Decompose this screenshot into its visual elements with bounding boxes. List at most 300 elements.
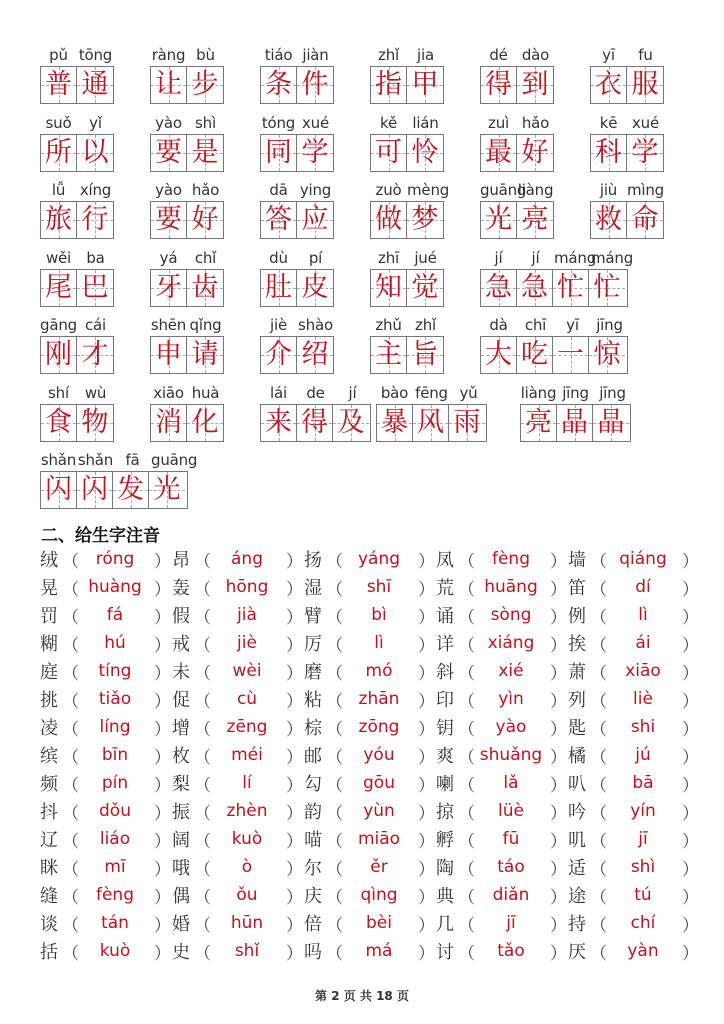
annotation-item <box>40 910 172 936</box>
annotation-item <box>172 546 304 572</box>
close-bracket: ） <box>550 943 567 964</box>
character-cell <box>151 337 187 373</box>
pinyin-label: shǎn <box>77 451 114 469</box>
hanzi-character: 吟 <box>568 802 586 823</box>
vocabulary-word <box>40 247 114 307</box>
pinyin-answer: shi <box>630 717 656 737</box>
close-bracket: ） <box>418 607 435 628</box>
annotation-item <box>436 546 568 572</box>
character-cell <box>187 67 223 103</box>
annotation-item <box>172 770 304 796</box>
open-bracket: （ <box>326 691 343 712</box>
pinyin-row <box>150 247 224 269</box>
pinyin-answer: jià <box>237 605 257 625</box>
hanzi-character: 忙 <box>593 271 621 303</box>
pinyin-label: xiāo <box>153 383 184 402</box>
hanzi-character: 救 <box>595 204 622 235</box>
annotation-item <box>568 798 700 824</box>
hanzi-character: 梦 <box>411 204 439 235</box>
pinyin-row <box>150 314 224 336</box>
annotation-item <box>304 826 436 852</box>
hanzi-character: 韵 <box>304 802 322 823</box>
vocabulary-word <box>480 247 634 307</box>
hanzi-character: 要 <box>155 136 182 168</box>
close-bracket: ） <box>286 551 303 572</box>
close-bracket: ） <box>154 747 171 768</box>
hanzi-character: 光 <box>485 204 512 235</box>
open-bracket: （ <box>194 663 211 684</box>
character-cell <box>151 270 187 306</box>
annotation-item <box>436 938 568 964</box>
close-bracket: ） <box>286 747 303 768</box>
annotation-item <box>304 854 436 880</box>
hanzi-character: 假 <box>172 606 190 627</box>
open-bracket: （ <box>62 607 79 628</box>
annotation-item <box>304 770 436 796</box>
pinyin-answer: chí <box>630 913 656 933</box>
pinyin-row <box>260 247 334 269</box>
close-bracket: ） <box>550 775 567 796</box>
vocabulary-word <box>370 247 444 307</box>
pinyin-label: jí <box>348 383 357 402</box>
hanzi-character: 忙 <box>557 271 584 303</box>
tianzige-grid <box>40 201 114 239</box>
character-cell <box>407 337 443 373</box>
character-cell <box>41 202 77 238</box>
tianzige-grid <box>40 471 188 509</box>
pinyin-label: zuì <box>488 113 509 132</box>
hanzi-character: 钥 <box>436 718 454 739</box>
annotation-row <box>40 741 700 769</box>
hanzi-character: 最 <box>485 136 512 168</box>
open-bracket: （ <box>194 831 211 852</box>
hanzi-character: 吃 <box>521 339 548 370</box>
hanzi-character: 缝 <box>40 886 58 907</box>
hanzi-character: 厉 <box>304 634 322 655</box>
close-bracket: ） <box>418 915 435 936</box>
open-bracket: （ <box>62 579 79 600</box>
annotation-item <box>40 854 172 880</box>
hanzi-character: 湿 <box>304 578 322 599</box>
hanzi-character: 步 <box>191 69 219 100</box>
pinyin-answer: liáo <box>99 829 131 849</box>
annotation-item <box>40 770 172 796</box>
pinyin-answer: huāng <box>484 577 538 597</box>
hanzi-character: 荒 <box>436 578 454 599</box>
character-cell <box>77 472 113 508</box>
pinyin-answer: shǐ <box>234 941 260 961</box>
character-cell <box>41 472 77 508</box>
hanzi-character: 行 <box>81 204 109 235</box>
pinyin-row <box>376 382 487 404</box>
open-bracket: （ <box>194 943 211 964</box>
tianzige-grid <box>480 134 554 172</box>
annotation-item <box>40 686 172 712</box>
pinyin-label: zhī <box>378 248 399 267</box>
pinyin-row <box>370 44 444 66</box>
pinyin-answer: bèi <box>366 913 392 933</box>
pinyin-label: lǚ <box>51 181 66 199</box>
hanzi-character: 通 <box>81 69 109 100</box>
vocabulary-word <box>40 314 114 374</box>
character-cell <box>297 337 333 373</box>
close-bracket: ） <box>550 663 567 684</box>
character-cell <box>517 337 553 373</box>
close-bracket: ） <box>682 579 699 600</box>
close-bracket: ） <box>154 915 171 936</box>
hanzi-character: 暴 <box>381 406 408 438</box>
pinyin-answer: kuò <box>99 941 131 961</box>
tianzige-grid <box>370 66 444 104</box>
character-cell <box>481 67 517 103</box>
pinyin-label: guāng <box>480 181 527 199</box>
pinyin-answer: shì <box>630 857 656 877</box>
hanzi-character: 墙 <box>568 550 586 571</box>
character-cell <box>113 472 149 508</box>
open-bracket: （ <box>62 691 79 712</box>
vocabulary-row <box>40 44 700 112</box>
hanzi-character: 发 <box>117 474 144 505</box>
open-bracket: （ <box>458 747 475 768</box>
character-cell <box>41 67 77 103</box>
character-cell <box>41 337 77 373</box>
open-bracket: （ <box>326 579 343 600</box>
character-cell <box>371 67 407 103</box>
hanzi-character: 觉 <box>411 271 439 303</box>
vocabulary-word <box>40 382 114 442</box>
annotation-item <box>172 910 304 936</box>
hanzi-character: 请 <box>191 339 219 370</box>
annotation-item <box>40 630 172 656</box>
open-bracket: （ <box>326 551 343 572</box>
tianzige-grid <box>480 336 628 374</box>
pinyin-row <box>370 179 450 201</box>
vocabulary-word <box>370 314 444 374</box>
pinyin-answer: lüè <box>498 801 524 821</box>
annotation-item <box>568 714 700 740</box>
hanzi-character: 得 <box>485 69 512 100</box>
annotation-row <box>40 545 700 573</box>
vocabulary-word <box>40 449 198 509</box>
pinyin-answer: hú <box>104 633 126 653</box>
pinyin-answer: liè <box>633 689 653 709</box>
hanzi-character: 庆 <box>304 886 322 907</box>
vocabulary-row <box>40 112 700 180</box>
annotation-item <box>172 938 304 964</box>
close-bracket: ） <box>286 607 303 628</box>
pinyin-row <box>480 247 634 269</box>
pinyin-label: máng <box>591 248 634 267</box>
open-bracket: （ <box>194 747 211 768</box>
pinyin-row <box>590 44 664 66</box>
close-bracket: ） <box>154 859 171 880</box>
character-cell <box>481 337 517 373</box>
character-cell <box>553 270 589 306</box>
open-bracket: （ <box>62 663 79 684</box>
pinyin-label: chǐ <box>194 248 217 267</box>
close-bracket: ） <box>682 719 699 740</box>
hanzi-character: 肚 <box>265 271 292 303</box>
pinyin-answer: yóu <box>363 745 395 765</box>
pinyin-label: jīng <box>599 383 626 402</box>
pinyin-answer: fá <box>106 605 124 625</box>
open-bracket: （ <box>458 551 475 572</box>
pinyin-label: zhǐ <box>378 46 399 64</box>
annotation-row <box>40 937 700 965</box>
pinyin-answer: zhān <box>358 689 400 709</box>
annotation-item <box>436 882 568 908</box>
character-cell <box>151 405 187 441</box>
pinyin-label: dà <box>489 316 508 334</box>
pinyin-label: jí <box>494 248 503 267</box>
annotation-row <box>40 769 700 797</box>
annotation-item <box>436 770 568 796</box>
open-bracket: （ <box>590 663 607 684</box>
close-bracket: ） <box>418 663 435 684</box>
open-bracket: （ <box>458 663 475 684</box>
pinyin-label: fā <box>125 451 140 469</box>
pinyin-answer: tán <box>101 913 129 933</box>
pinyin-label: zhǔ <box>375 316 402 334</box>
character-cell <box>261 405 297 441</box>
pinyin-label: de <box>306 383 325 402</box>
pinyin-label: jīng <box>562 383 589 402</box>
open-bracket: （ <box>590 887 607 908</box>
pinyin-answer: róng <box>95 549 135 569</box>
close-bracket: ） <box>286 691 303 712</box>
tianzige-grid <box>520 404 631 442</box>
open-bracket: （ <box>590 859 607 880</box>
hanzi-character: 糊 <box>40 634 58 655</box>
pinyin-row <box>480 314 628 336</box>
hanzi-character: 急 <box>521 271 548 303</box>
open-bracket: （ <box>590 607 607 628</box>
close-bracket: ） <box>550 579 567 600</box>
pinyin-answer: hūn <box>230 913 264 933</box>
character-cell <box>371 202 407 238</box>
tianzige-grid <box>370 336 444 374</box>
character-cell <box>261 270 297 306</box>
pinyin-label: pí <box>308 248 323 267</box>
pinyin-label: yào <box>155 181 182 199</box>
pinyin-label: kě <box>380 113 397 132</box>
annotation-item <box>436 658 568 684</box>
pinyin-label: kē <box>599 113 618 132</box>
hanzi-character: 陶 <box>436 858 454 879</box>
tianzige-grid <box>260 269 334 307</box>
open-bracket: （ <box>194 859 211 880</box>
open-bracket: （ <box>326 943 343 964</box>
pinyin-answer: bì <box>371 605 387 625</box>
tianzige-grid <box>40 404 114 442</box>
pinyin-label: yǐ <box>89 113 102 132</box>
hanzi-character: 粘 <box>304 690 322 711</box>
vocabulary-word <box>40 44 114 104</box>
pinyin-label: shǎn <box>40 451 77 469</box>
pinyin-answer: yìn <box>498 689 524 709</box>
pinyin-answer: zhèn <box>226 801 268 821</box>
annotation-item <box>568 910 700 936</box>
annotation-item <box>172 742 304 768</box>
open-bracket: （ <box>194 719 211 740</box>
character-cell <box>261 202 297 238</box>
annotation-item <box>304 574 436 600</box>
open-bracket: （ <box>62 887 79 908</box>
close-bracket: ） <box>418 831 435 852</box>
character-cell <box>591 67 627 103</box>
tianzige-grid <box>260 336 334 374</box>
open-bracket: （ <box>590 775 607 796</box>
pinyin-row <box>480 44 554 66</box>
pinyin-answer: tiǎo <box>98 689 132 709</box>
pinyin-answer: pín <box>101 773 129 793</box>
pinyin-answer: cù <box>236 689 258 709</box>
hanzi-character: 要 <box>155 204 182 235</box>
pinyin-answer: táo <box>497 857 525 877</box>
annotation-row <box>40 657 700 685</box>
hanzi-character: 持 <box>568 914 586 935</box>
character-cell <box>589 337 625 373</box>
pinyin-label: jiè <box>270 316 287 334</box>
annotation-row <box>40 629 700 657</box>
annotation-item <box>304 630 436 656</box>
annotation-item <box>568 826 700 852</box>
pinyin-row <box>260 314 334 336</box>
open-bracket: （ <box>62 635 79 656</box>
tianzige-grid <box>150 269 224 307</box>
close-bracket: ） <box>154 663 171 684</box>
character-cell <box>371 135 407 171</box>
vocabulary-word <box>260 314 334 374</box>
pinyin-row <box>520 382 631 404</box>
vocabulary-row <box>40 314 700 382</box>
hanzi-character: 命 <box>631 204 659 235</box>
character-cell <box>41 405 77 441</box>
hanzi-character: 庭 <box>40 662 58 683</box>
annotation-row <box>40 685 700 713</box>
annotation-item <box>568 882 700 908</box>
tianzige-grid <box>40 269 114 307</box>
pinyin-label: shēn <box>150 316 187 334</box>
vocabulary-word <box>590 112 664 172</box>
pinyin-answer: qiáng <box>619 549 667 569</box>
vocabulary-word <box>260 382 371 442</box>
hanzi-character: 笛 <box>568 578 586 599</box>
hanzi-character: 勾 <box>304 774 322 795</box>
close-bracket: ） <box>154 887 171 908</box>
annotation-item <box>172 882 304 908</box>
pinyin-row <box>40 314 114 336</box>
annotation-item <box>172 714 304 740</box>
pinyin-label: lái <box>270 383 287 402</box>
tianzige-grid <box>370 134 444 172</box>
character-cell <box>333 405 369 441</box>
hanzi-character: 诵 <box>436 606 454 627</box>
hanzi-character: 大 <box>485 339 512 370</box>
hanzi-character: 知 <box>375 271 402 303</box>
pinyin-label: gāng <box>40 316 77 334</box>
close-bracket: ） <box>550 859 567 880</box>
annotation-item <box>568 854 700 880</box>
pinyin-answer: yào <box>495 717 527 737</box>
pinyin-label: wěi <box>45 248 72 267</box>
character-cell <box>297 405 333 441</box>
annotation-item <box>40 882 172 908</box>
pinyin-answer: áng <box>231 549 263 569</box>
vocabulary-word <box>150 179 224 239</box>
tianzige-grid <box>150 201 224 239</box>
hanzi-character: 途 <box>568 886 586 907</box>
tianzige-grid <box>40 66 114 104</box>
pinyin-row <box>370 247 444 269</box>
pinyin-label: hǎo <box>521 113 550 132</box>
annotation-item <box>304 882 436 908</box>
close-bracket: ） <box>682 551 699 572</box>
hanzi-character: 叽 <box>568 830 586 851</box>
hanzi-character: 例 <box>568 606 586 627</box>
pinyin-answer: lǎ <box>503 773 519 793</box>
pinyin-answer: ǒu <box>236 885 258 905</box>
vocabulary-word <box>370 44 444 104</box>
close-bracket: ） <box>154 607 171 628</box>
annotation-item <box>40 602 172 628</box>
pinyin-answer: yín <box>630 801 656 821</box>
open-bracket: （ <box>194 915 211 936</box>
hanzi-character: 学 <box>631 136 659 168</box>
pinyin-label: yá <box>159 248 178 267</box>
pinyin-answer: ěr <box>370 857 388 877</box>
hanzi-character: 应 <box>301 204 329 235</box>
tianzige-grid <box>260 404 371 442</box>
hanzi-character: 昂 <box>172 550 190 571</box>
hanzi-character: 扬 <box>304 550 322 571</box>
open-bracket: （ <box>326 915 343 936</box>
annotation-item <box>172 602 304 628</box>
hanzi-character: 以 <box>81 136 109 168</box>
hanzi-character: 爽 <box>436 746 454 767</box>
open-bracket: （ <box>62 831 79 852</box>
pinyin-answer: bā <box>632 773 654 793</box>
character-cell <box>77 202 113 238</box>
hanzi-character: 婚 <box>172 914 190 935</box>
open-bracket: （ <box>590 747 607 768</box>
annotation-item <box>304 602 436 628</box>
hanzi-character: 好 <box>191 204 219 235</box>
hanzi-character: 匙 <box>568 718 586 739</box>
annotation-item <box>436 686 568 712</box>
hanzi-character: 讨 <box>436 942 454 963</box>
hanzi-character: 括 <box>40 942 58 963</box>
hanzi-character: 轰 <box>172 578 190 599</box>
vocabulary-word <box>480 179 554 239</box>
hanzi-character: 叭 <box>568 774 586 795</box>
open-bracket: （ <box>194 607 211 628</box>
vocabulary-word <box>150 314 224 374</box>
hanzi-character: 答 <box>265 204 292 235</box>
close-bracket: ） <box>154 719 171 740</box>
pinyin-row <box>40 44 114 66</box>
pinyin-label: fēng <box>415 383 448 402</box>
close-bracket: ） <box>286 887 303 908</box>
annotation-item <box>436 854 568 880</box>
vocabulary-word <box>150 382 224 442</box>
annotation-item <box>172 630 304 656</box>
tianzige-grid <box>40 336 114 374</box>
open-bracket: （ <box>194 803 211 824</box>
hanzi-character: 几 <box>436 914 454 935</box>
open-bracket: （ <box>326 887 343 908</box>
hanzi-character: 橘 <box>568 746 586 767</box>
